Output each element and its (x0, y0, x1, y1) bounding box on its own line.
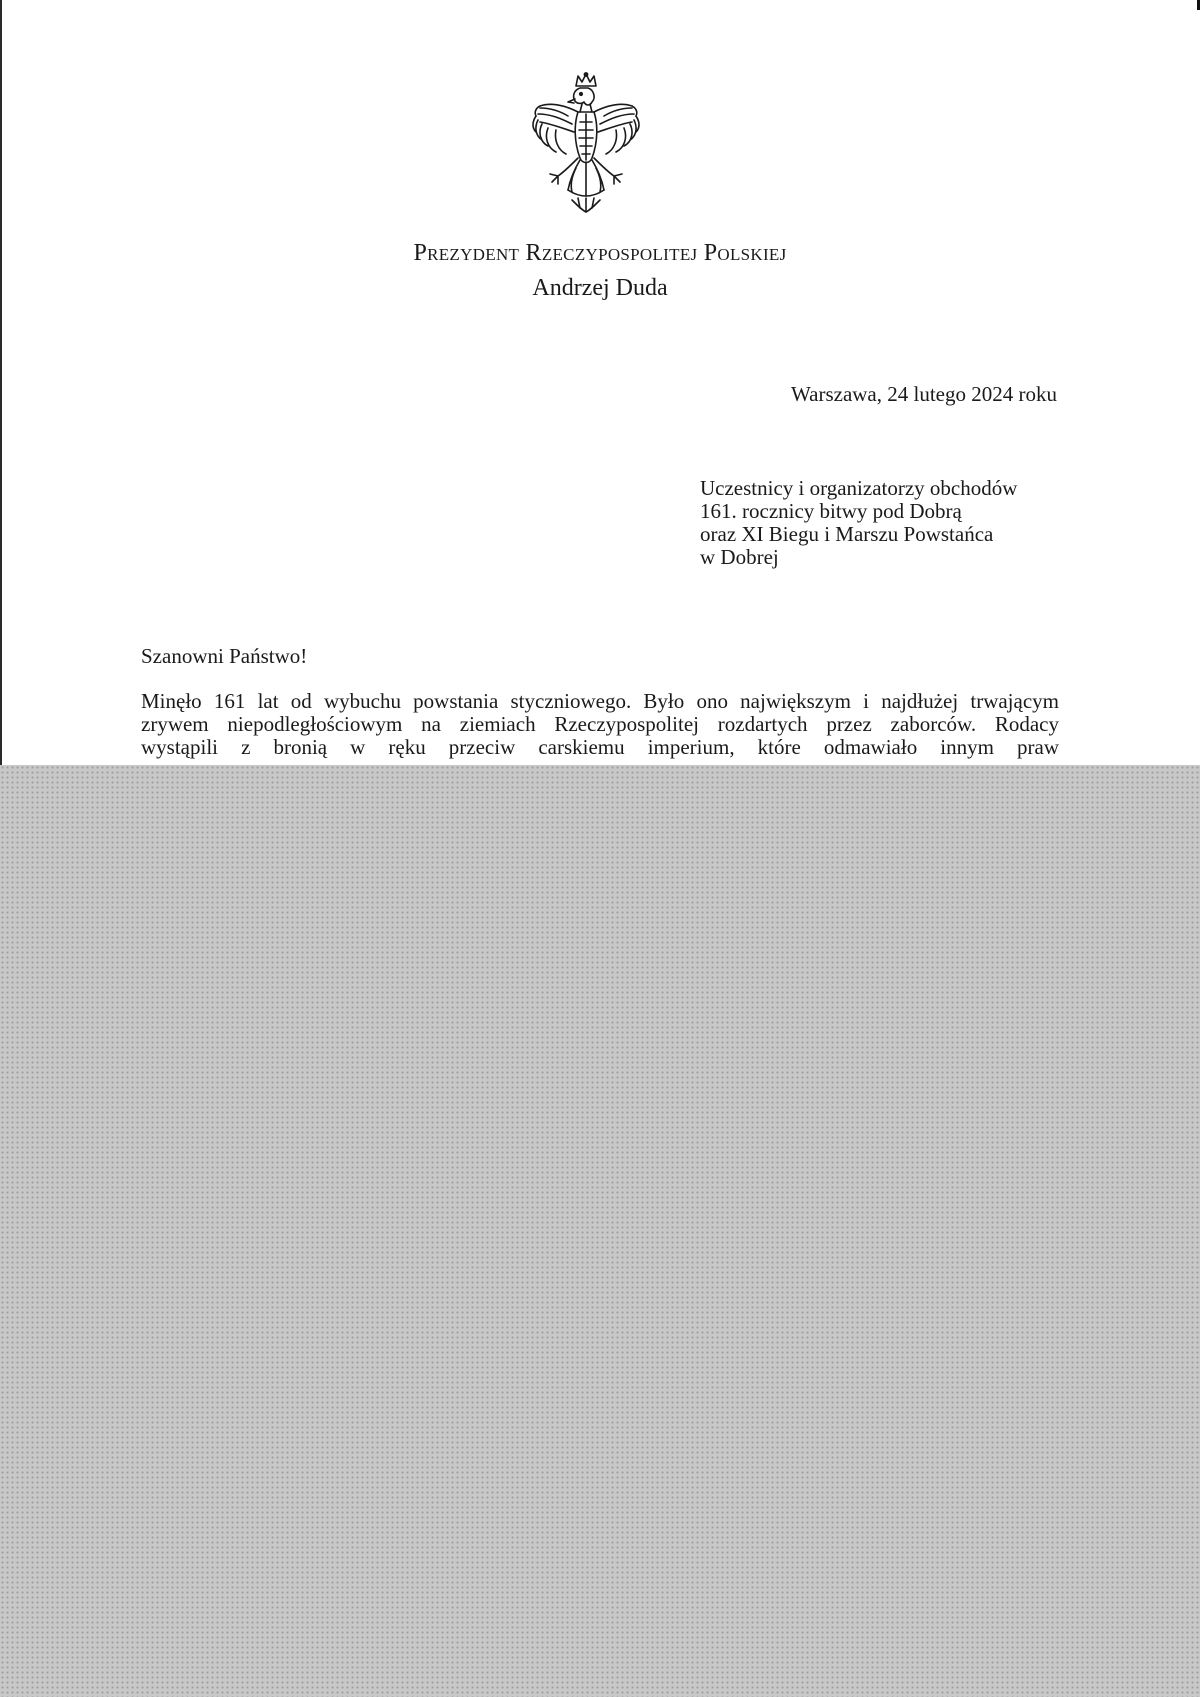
addressee-line: Uczestnicy i organizatorzy obchodów (700, 476, 1018, 500)
addressee-block (700, 477, 1080, 569)
salutation: Szanowni Państwo! (141, 644, 308, 668)
body-line: Minęło 161 lat od wybuchu powstania styczniowego. Było ono największym i najdłużej trwającym (141, 689, 1059, 713)
addressee-line: w Dobrej (700, 545, 779, 569)
addressee-line: oraz XI Biegu i Marszu Powstańca (700, 522, 994, 546)
redaction-overlay (0, 765, 1200, 1697)
letterhead-office: Prezydent Rzeczypospolitej Polskiej (413, 240, 787, 266)
letter-body (141, 690, 1059, 759)
body-line: zrywem niepodległościowym na ziemiach Rzeczypospolitej rozdartych przez zaborców. Rodacy (141, 712, 1059, 736)
addressee-line: 161. rocznicy bitwy pod Dobrą (700, 499, 962, 523)
polish-eagle-emblem-icon (528, 72, 644, 214)
body-line: wystąpili z bronią w ręku przeciw carskiemu imperium, które odmawiało innym praw (141, 735, 1059, 759)
letter-date: Warszawa, 24 lutego 2024 roku (791, 382, 1057, 406)
letterhead-name: Andrzej Duda (532, 275, 668, 301)
letterhead-title (0, 238, 1200, 268)
scan-edge-line (0, 0, 2, 765)
